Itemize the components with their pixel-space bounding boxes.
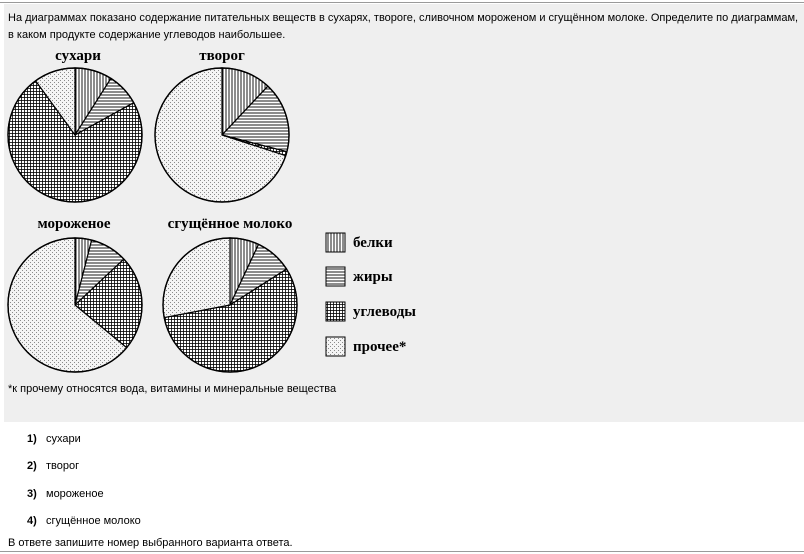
pie-charts-figure (0, 40, 430, 385)
bottom-divider (0, 551, 804, 552)
legend-label-uglevody: углеводы (353, 304, 416, 320)
legend-label-zhiry: жиры (353, 269, 393, 285)
option-text: мороженое (46, 488, 104, 500)
legend-swatch-prochee (326, 337, 345, 356)
footnote: *к прочему относятся вода, витамины и минеральные вещества (8, 383, 337, 395)
chart-title-sukhari: сухари (55, 48, 101, 64)
option-text: творог (46, 460, 80, 472)
legend (326, 233, 416, 356)
legend-label-belki: белки (353, 235, 393, 251)
top-divider (0, 2, 804, 3)
chart-title-morozhenoe: мороженое (37, 216, 111, 232)
question-text: На диаграммах показано содержание питательных веществ в сухарях, твороге, сливочном мороженом и сгущённом молоке. Определите по диаграммам, в каком продукте содержание углеводов наибольшее. (8, 12, 799, 41)
legend-swatch-uglevody (326, 302, 345, 321)
option-number: 4) (27, 515, 37, 527)
chart-title-tvorog: творог (199, 48, 245, 64)
option-number: 2) (27, 460, 37, 472)
option-number: 1) (27, 433, 37, 445)
pie-tvorog (155, 68, 289, 202)
option-text: сухари (46, 433, 81, 445)
option-number: 3) (27, 488, 37, 500)
pie-morozhenoe (8, 238, 142, 372)
option-text: сгущённое молоко (46, 515, 141, 527)
chart-title-sgushchennoe-moloko: сгущённое молоко (167, 216, 293, 232)
pie-sgushchennoe-moloko (163, 238, 297, 372)
pie-slice-prochee (163, 238, 230, 318)
answer-instruction: В ответе запишите номер выбранного варианта ответа. (8, 537, 293, 549)
legend-label-prochee: прочее* (353, 339, 407, 355)
pie-sukhari (8, 68, 142, 202)
pie-charts-svg (0, 40, 430, 380)
legend-swatch-zhiry (326, 267, 345, 286)
legend-swatch-belki (326, 233, 345, 252)
